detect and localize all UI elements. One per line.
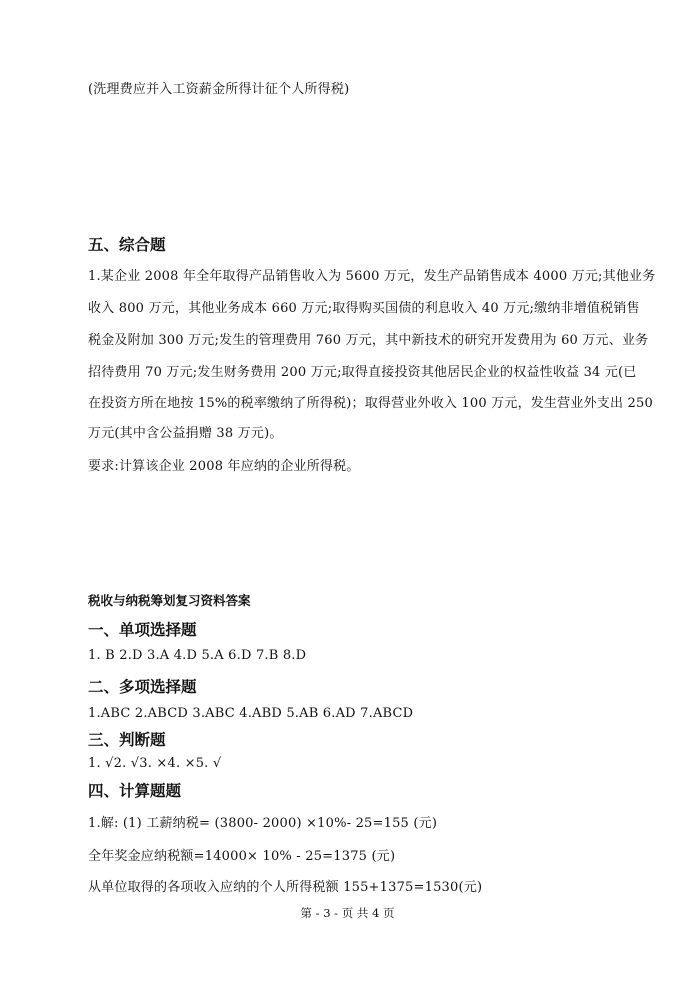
answers-sec1-content: 1. B 2.D 3.A 4.D 5.A 6.D 7.B 8.D [88, 648, 307, 663]
answers-sec3-content: 1. √2. √3. ×4. ×5. √ [88, 756, 222, 771]
question-line-1: 1.某企业 2008 年全年取得产品销售收入为 5600 万元，发生产品销售成本 4000 万元;其他业务 [88, 269, 656, 284]
answers-sec2-content: 1.ABC 2.ABCD 3.ABC 4.ABD 5.AB 6.AD 7.ABCD [88, 706, 414, 721]
calc-line-3: 从单位取得的各项收入应纳的个人所得税额 155+1375=1530(元) [88, 880, 483, 895]
answers-sec1-heading: 一、单项选择题 [88, 621, 197, 639]
requirement-line: 要求:计算该企业 2008 年应纳的企业所得税。 [88, 459, 360, 474]
question-line-5: 在投资方所在地按 15%的税率缴纳了所得税)；取得营业外收入 100 万元，发生营业外支出 250 [88, 396, 653, 411]
answers-sec3-heading: 三、判断题 [88, 731, 166, 749]
answers-sec2-heading: 二、多项选择题 [88, 678, 197, 696]
section5-heading: 五、综合题 [88, 236, 166, 254]
answers-title: 税收与纳税筹划复习资料答案 [88, 593, 251, 608]
answers-sec4-heading: 四、计算题题 [88, 782, 182, 800]
calc-line-2: 全年奖金应纳税额=14000× 10% - 25=1375 (元) [88, 849, 396, 864]
question-line-2: 收入 800 万元，其他业务成本 660 万元;取得购买国债的利息收入 40 万元;缴纳非增值税销售 [88, 301, 640, 316]
question-line-4: 招待费用 70 万元;发生财务费用 200 万元;取得直接投资其他居民企业的权益性收益 34 元(已 [88, 365, 637, 380]
note-line: (洗理费应并入工资薪金所得计征个人所得税) [88, 82, 350, 97]
question-line-6: 万元(其中含公益捐赠 38 万元)。 [88, 426, 283, 441]
calc-line-1: 1.解: (1) 工薪纳税= (3800- 2000) ×10%- 25=155 (元) [88, 816, 438, 831]
question-line-3: 税金及附加 300 万元;发生的管理费用 760 万元，其中新技术的研究开发费用为 60 万元、业务 [88, 333, 649, 348]
page-footer: 第 - 3 - 页 共 4 页 [300, 906, 395, 920]
